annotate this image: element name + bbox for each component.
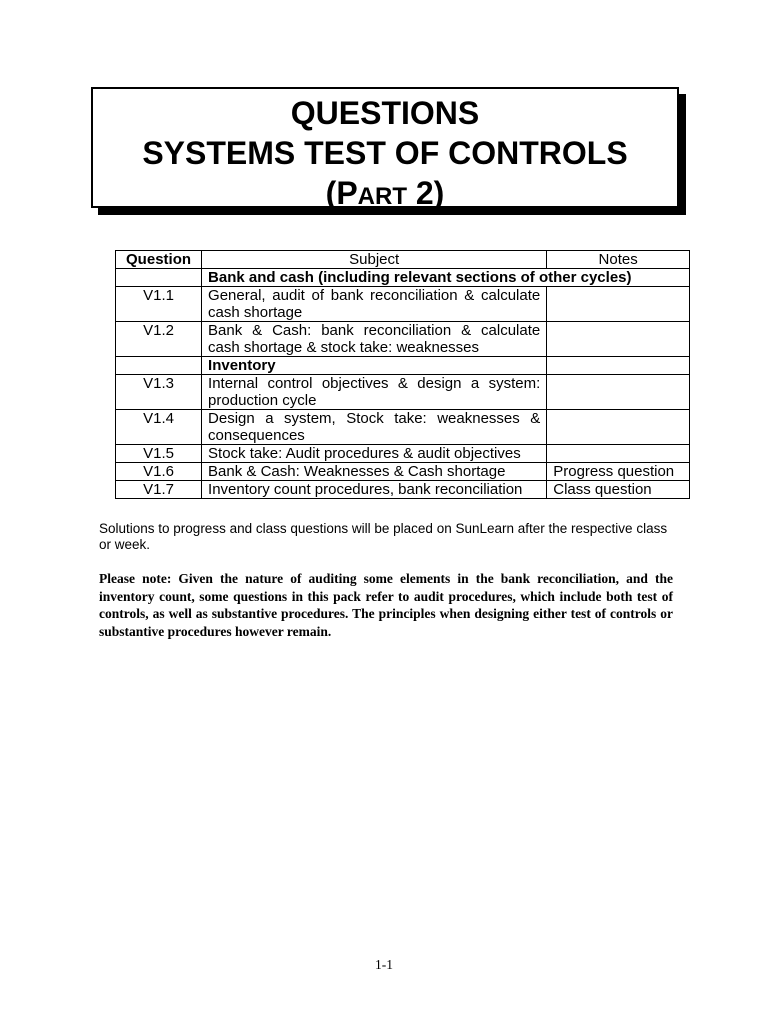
question-subject: Internal control objectives & design a system: production cycle (202, 375, 547, 410)
question-number: V1.7 (116, 481, 202, 499)
section-empty-cell (116, 269, 202, 287)
question-notes (547, 375, 690, 410)
section-empty-cell (116, 357, 202, 375)
question-number: V1.6 (116, 463, 202, 481)
section-label-inventory: Inventory (202, 357, 547, 375)
table-row (116, 410, 690, 445)
table-row (116, 445, 690, 463)
section-empty-notes (547, 357, 690, 375)
question-subject: Bank & Cash: Weaknesses & Cash shortage (202, 463, 547, 481)
table-row (116, 287, 690, 322)
title-line-1: QUESTIONS (290, 95, 480, 131)
title-part-smallcaps: ART (357, 183, 407, 210)
question-subject: Bank & Cash: bank reconciliation & calculate cash shortage & stock take: weaknesses (202, 322, 547, 357)
table-row (116, 322, 690, 357)
table-header-row (116, 251, 690, 269)
question-subject: Inventory count procedures, bank reconciliation (202, 481, 547, 499)
solutions-paragraph: Solutions to progress and class questions will be placed on SunLearn after the respective class or week. (99, 521, 668, 552)
question-number: V1.4 (116, 410, 202, 445)
header-subject: Subject (202, 251, 547, 269)
table-row (116, 375, 690, 410)
question-notes (547, 445, 690, 463)
title-line-2: SYSTEMS TEST OF CONTROLS (142, 135, 628, 171)
section-row-bank (116, 269, 690, 287)
please-note-paragraph: Please note: Given the nature of auditing some elements in the bank reconciliation, and the inventory count, some questions in this pack refer to audit procedures, which include both test of controls, as well as substantive procedures. The principles when designing either test of controls or substantive procedures however remain. (99, 571, 673, 639)
page-number: 1-1 (375, 957, 393, 972)
table-row (116, 481, 690, 499)
question-notes: Progress question (547, 463, 690, 481)
table-row (116, 463, 690, 481)
questions-table (115, 250, 690, 499)
question-number: V1.1 (116, 287, 202, 322)
question-subject: Design a system, Stock take: weaknesses & consequences (202, 410, 547, 445)
question-notes: Class question (547, 481, 690, 499)
section-label-bank: Bank and cash (including relevant sections of other cycles) (202, 269, 690, 287)
question-subject: Stock take: Audit procedures & audit objectives (202, 445, 547, 463)
question-number: V1.5 (116, 445, 202, 463)
title-line-3 (93, 173, 677, 217)
header-notes: Notes (547, 251, 690, 269)
question-notes (547, 287, 690, 322)
title-box (91, 87, 679, 211)
question-subject: General, audit of bank reconciliation & calculate cash shortage (202, 287, 547, 322)
title-part-open: (P (325, 175, 358, 211)
question-notes (547, 410, 690, 445)
header-question: Question (116, 251, 202, 269)
question-number: V1.2 (116, 322, 202, 357)
question-number: V1.3 (116, 375, 202, 410)
title-part-close: 2) (406, 175, 445, 211)
question-notes (547, 322, 690, 357)
section-row-inventory (116, 357, 690, 375)
